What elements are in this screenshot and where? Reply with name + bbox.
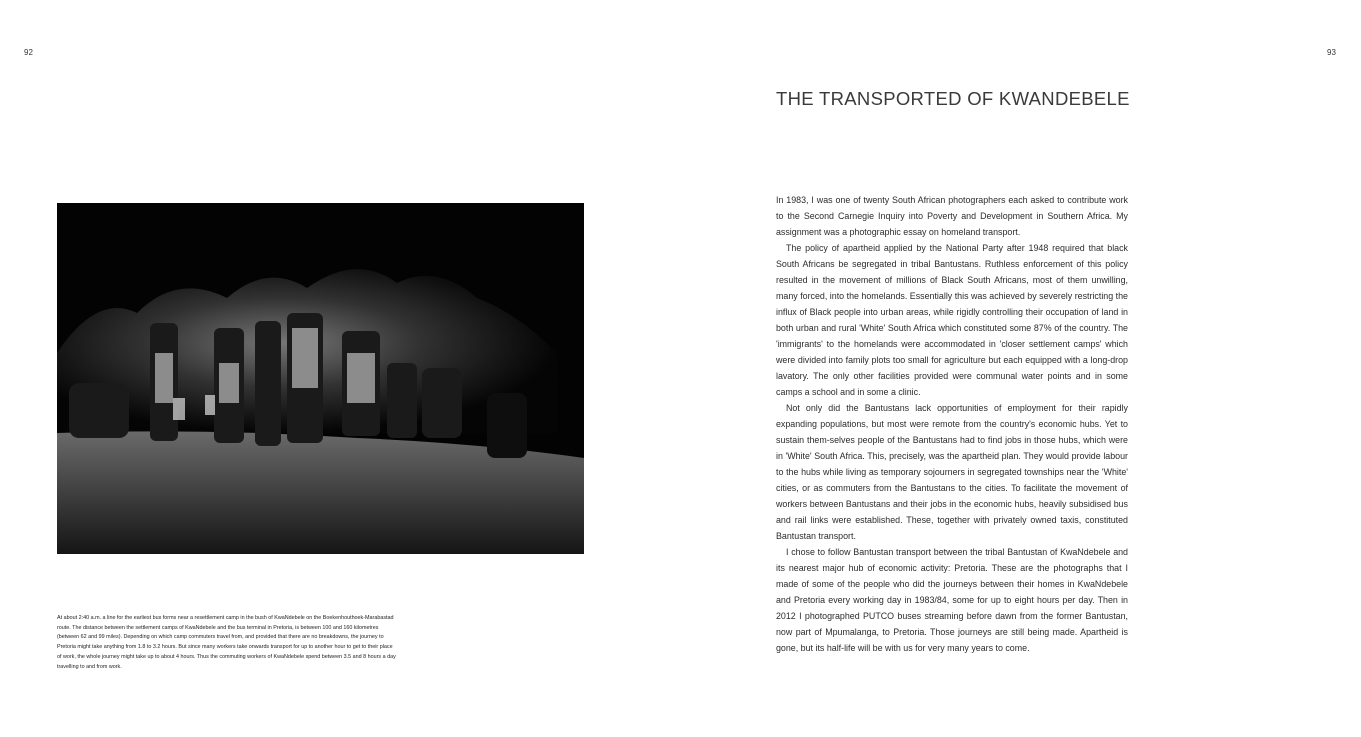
night-queue-photograph <box>57 203 584 554</box>
essay-body <box>776 192 1128 656</box>
page-number-left: 92 <box>24 48 33 57</box>
paragraph: I chose to follow Bantustan transport between the tribal Bantustan of KwaNdebele and its nearest major hub of economic activity: Pretoria. These are the photographs that I made of some of the people who did the journeys between their homes in KwaNdebele and Pretoria every working day in 1983/84, some for up to eight hours per day. Then in 2012 I photographed PUTCO buses streaming before dawn from the former Bantustan, now part of Mpumalanga, to Pretoria. Those journeys are still being made. Apartheid is gone, but its half-life will be with us for very many years to come. <box>776 547 1128 653</box>
photo-caption: At about 2:40 a.m. a line for the earliest bus forms near a resettlement camp in the bush of KwaNdebele on the Boekenhouthoek-Marabastad route. The distance between the settlement camps of KwaNdebele and the bus terminal in Pretoria, is between 100 and 160 kilometres (between 62 and 99 miles). Depending on which camp commuters travel from, and provided that there are no breakdowns, the journey to Pretoria might take anything from 1.8 to 3.2 hours. But since many workers take onwards transport for up to another hour to get to their place of work, the whole journey might take up to about 4 hours. Thus the commuting workers of KwaNdebele spend between 3.5 and 8 hours a day travelling to and from work. <box>57 615 396 670</box>
chapter-title: THE TRANSPORTED OF KWANDEBELE <box>776 88 1130 109</box>
paragraph: In 1983, I was one of twenty South African photographers each asked to contribute work to the Second Carnegie Inquiry into Poverty and Development in Southern Africa. My assignment was a photographic essay on homeland transport. <box>776 195 1128 237</box>
page-number-right: 93 <box>1327 48 1336 57</box>
paragraph: The policy of apartheid applied by the National Party after 1948 required that black South Africans be segregated in tribal Bantustans. Ruthless enforcement of this policy resulted in the movement of millions of Black South Africans, most of them unwilling, many forced, into the homelands. Essentially this was achieved by severely restricting the influx of Black people into urban areas, while rigidly controlling their occupation of land in both urban and rural 'White' South Africa which constituted some 87% of the country. The 'immigrants' to the homelands were accommodated in 'closer settlement camps' which were divided into family plots too small for agriculture but each equipped with a long-drop lavatory. The only other facilities provided were communal water points and in some camps a school and in some a clinic. <box>776 243 1128 397</box>
paragraph: Not only did the Bantustans lack opportunities of employment for their rapidly expanding populations, but most were remote from the country's economic hubs. Yet to sustain them-selves people of the Bantustans had to find jobs in those hubs, which were in 'White' South Africa. This, precisely, was the apartheid plan. They would provide labour to the hubs while living as temporary sojourners in segregated townships near the 'White' cities, or as commuters from the Bantustans to the cities. To facilitate the movement of workers between Bantustans and their jobs in the economic hubs, heavily subsidised bus and rail links were established. These, together with privately owned taxis, constituted Bantustan transport. <box>776 403 1128 541</box>
